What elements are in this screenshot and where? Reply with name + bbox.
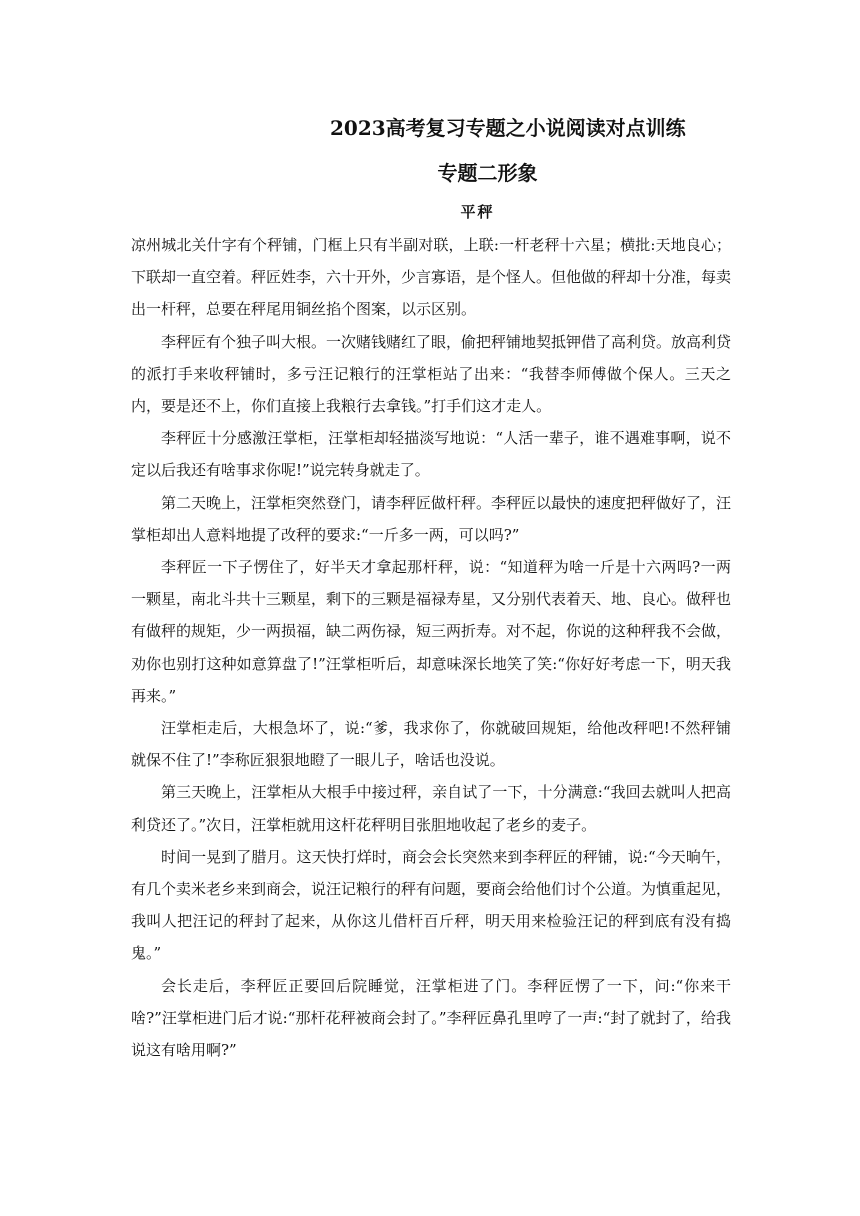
paragraph-1: 凉州城北关什字有个秤铺，门框上只有半副对联，上联:一杆老秤十六星；横批:天地良心；下联却一直空着。秤匠姓李，六十开外，少言寡语，是个怪人。但他做的秤却十分准，每卖出一杆秤，总要在秤尾用铜丝掐个图案，以示区别。: [131, 236, 732, 319]
paragraph-7: 第三天晚上，汪掌柜从大根手中接过秤，亲自试了一下，十分满意:“我回去就叫人把高利贷还了。”次日，汪掌柜就用这杆花秤明目张胆地收起了老乡的麦子。: [131, 783, 731, 834]
paragraph-3: 李秤匠十分感激汪掌柜，汪掌柜却轻描淡写地说：“人活一辈子，谁不遇难事啊，说不定以后我还有啥事求你呢!”说完转身就走了。: [131, 429, 731, 480]
document-title: 2023高考复习专题之小说阅读对点训练: [330, 116, 686, 140]
paragraph-4: 第二天晚上，汪掌柜突然登门，请李秤匠做杆秤。李秤匠以最快的速度把秤做好了，汪掌柜却出人意料地提了改秤的要求:“一斤多一两，可以吗?”: [131, 493, 732, 544]
document-subtitle: 专题二形象: [437, 161, 538, 185]
paragraph-2: 李秤匠有个独子叫大根。一次赌钱赌红了眼，偷把秤铺地契抵钾借了高利贷。放高利贷的派打手来收秤铺时，多亏汪记粮行的汪掌柜站了出来：“我替李师傅做个保人。三天之内，要是还不上，你们直接上我粮行去拿钱。”打手们这才走人。: [131, 332, 732, 416]
paragraph-9: 会长走后，李秤匠正要回后院睡觉，汪掌柜进了门。李秤匠愣了一下，问:“你来干啥?”汪掌柜进门后才说:“那杆花秤被商会封了。”李秤匠鼻孔里哼了一声:“封了就封了，给我说这有啥用啊?”: [131, 976, 731, 1060]
paragraph-6: 汪掌柜走后，大根急坏了，说:“爹，我求你了，你就破回规矩，给他改秤吧!不然秤铺就保不住了!”李称匠狠狠地瞪了一眼儿子，啥话也没说。: [131, 719, 731, 770]
story-title: 平秤: [460, 203, 495, 221]
paragraph-8: 时间一晃到了腊月。这天快打烊时，商会会长突然来到李秤匠的秤铺，说:“今天晌午，有几个卖米老乡来到商会，说汪记粮行的秤有问题，要商会给他们讨个公道。为慎重起见，我叫人把汪记的秤封了起来，从你这儿借杆百斤秤，明天用来检验汪记的秤到底有没有捣鬼。”: [131, 847, 732, 963]
paragraph-5: 李秤匠一下子愣住了，好半天才拿起那杆秤，说：“知道秤为啥一斤是十六两吗?一两一颗星，南北斗共十三颗星，剩下的三颗是福禄寿星，又分别代表着天、地、良心。做秤也有做秤的规矩，少一两损福，缺二两伤禄，短三两折寿。对不起，你说的这种秤我不会做，劝你也别打这种如意算盘了!”汪掌柜听后，却意味深长地笑了笑:“你好好考虑一下，明天我再来。”: [131, 558, 732, 705]
story-body: [131, 229, 731, 1066]
